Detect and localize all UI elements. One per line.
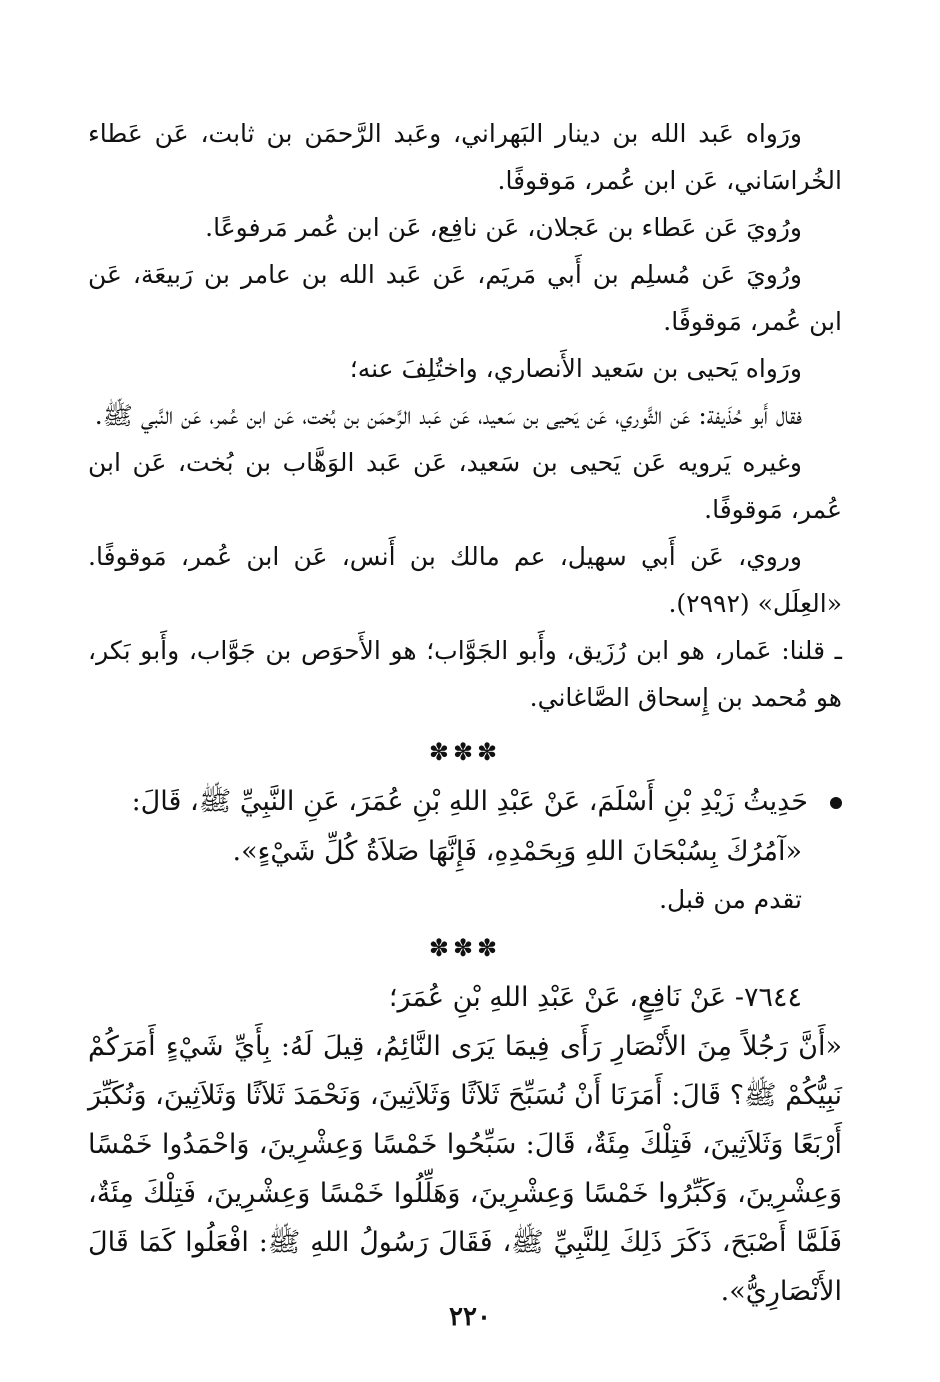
hadith-heading bbox=[88, 777, 842, 827]
hadith-quote: «آمُرُكَ بِسُبْحَانَ اللهِ وَبِحَمْدِهِ، فَإِنَّهَا صَلاَةُ كُلِّ شَيْءٍ». bbox=[232, 836, 802, 867]
section-separator-1: ✽✽✽ bbox=[428, 738, 502, 766]
paragraph-6: وغيره يَرويه عَن يَحيى بن سَعيد، عَن عَبد الوَهَّاب بن بُخت، عَن ابن عُمر، مَوقوفًا. bbox=[88, 448, 842, 524]
paragraph-7: وروي، عَن أَبي سهيل، عم مالك بن أَنس، عَن ابن عُمر، مَوقوفًا. «العِلَل» (٢٩٩٢). bbox=[88, 542, 842, 618]
section-separator-2: ✽✽✽ bbox=[428, 934, 502, 962]
bullet-icon bbox=[830, 797, 842, 809]
page-body bbox=[88, 110, 842, 1316]
page-number: ٢٢٠ bbox=[449, 1302, 491, 1332]
hadith-7644-text: «أَنَّ رَجُلاً مِنَ الأَنْصَارِ رَأَى فِيمَا يَرَى النَّائِمُ، قِيلَ لَهُ: بِأَيِّ شَيْءٍ أَمَرَكُمْ نَبِيُّكُمْ ﷺ؟ قَالَ: أَمَرَنَا أَنْ نُسَبِّحَ ثَلاَثًا وَثَلاَثِينَ، وَنَحْمَدَ ثَلاَثًا وَثَلاَثِينَ، وَنُكَبِّرَ أَرْبَعًا وَثَلاَثِينَ، فَتِلْكَ مِئَةٌ، قَالَ: سَبِّحُوا خَمْسًا وَعِشْرِينَ، وَاحْمَدُوا خَمْسًا وَعِشْرِينَ، وَكَبِّرُوا خَمْسًا وَعِشْرِينَ، وَهَلِّلُوا خَمْسًا وَعِشْرِينَ، فَتِلْكَ مِئَةٌ، فَلَمَّا أَصْبَحَ، ذَكَرَ ذَلِكَ لِلنَّبِيِّ ﷺ، فَقَالَ رَسُولُ اللهِ ﷺ: افْعَلُوا كَمَا قَالَ الأَنْصَارِيُّ». bbox=[88, 1031, 842, 1307]
paragraph-5: فقال أَبو حُذَيفة: عَن الثَّوري، عَن يَحيى بن سَعيد، عَن عَبد الرَّحمَن بن بُخت، عَن ابن عُمر، عَن النَّبي ﷺ. bbox=[94, 401, 802, 430]
paragraph-1: ورَواه عَبد الله بن دينار البَهراني، وعَبد الرَّحمَن بن ثابت، عَن عَطاء الخُراسَاني، عَن ابن عُمر، مَوقوفًا. bbox=[88, 119, 842, 195]
hadith-7644-heading: ٧٦٤٤- عَنْ نَافِعٍ، عَنْ عَبْدِ اللهِ بْنِ عُمَرَ؛ bbox=[388, 982, 802, 1013]
paragraph-8: ـ قلنا: عَمار، هو ابن رُزَيق، وأَبو الجَوَّاب؛ هو الأَحوَص بن جَوَّاب، وأَبو بَكر، هو مُحمد بن إِسحاق الصَّاغاني. bbox=[88, 636, 842, 712]
hadith-heading-text: حَدِيثُ زَيْدِ بْنِ أَسْلَمَ، عَنْ عَبْدِ اللهِ بْنِ عُمَرَ، عَنِ النَّبِيِّ ﷺ، قَالَ: bbox=[131, 786, 808, 817]
hadith-note: تقدم من قبل. bbox=[659, 885, 802, 914]
paragraph-4: ورَواه يَحيى بن سَعيد الأَنصاري، واختُلِفَ عنه؛ bbox=[349, 354, 802, 383]
paragraph-2: ورُويَ عَن عَطاء بن عَجلان، عَن نافِع، عَن ابن عُمر مَرفوعًا. bbox=[205, 213, 802, 242]
paragraph-3: ورُويَ عَن مُسلِم بن أَبي مَريَم، عَن عَبد الله بن عامر بن رَبيعَة، عَن ابن عُمر، مَوقوفًا. bbox=[88, 260, 842, 336]
